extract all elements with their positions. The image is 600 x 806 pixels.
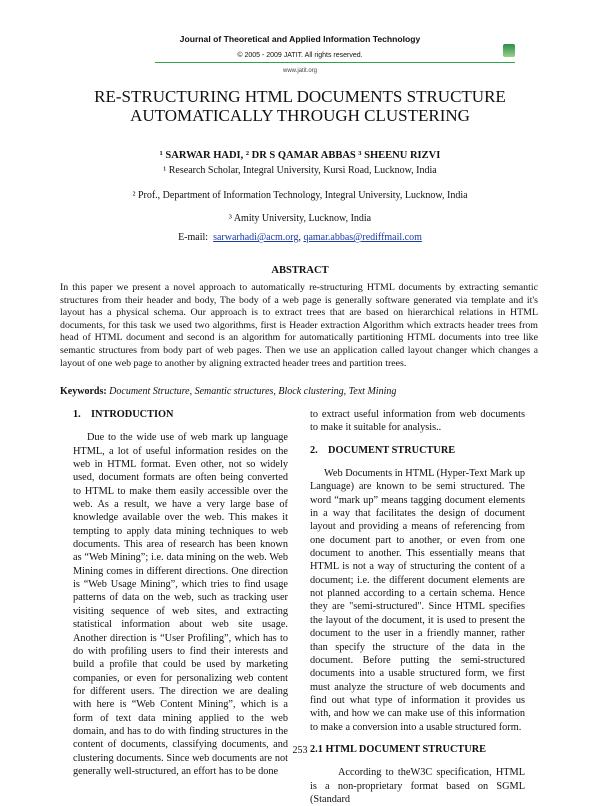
title-line: AUTOMATICALLY THROUGH CLUSTERING — [130, 106, 470, 125]
journal-name: Journal of Theoretical and Applied Information Technology — [179, 34, 421, 44]
email-link[interactable]: sarwarhadi@acm.org — [213, 232, 299, 243]
paragraph: According to theW3C specification, HTML is a non-proprietary format based on SGML (Standard — [310, 767, 525, 805]
affiliation: ³ Amity University, Lucknow, India — [228, 213, 372, 224]
abstract-text: In this paper we present a novel approach to automatically re-structuring HTML documents by extracting semantic structures from their header and body, The body of a web page is generally software generated via template and it's layout has a physical schema. Our approach is to extract trees that are based on hierarchical relations in HTML documents, for this task we used two algorithms, first is Header extraction Algorithm which extracts header trees from head of HTML document and second is an algorithm for automatically partitioning HTML documents into tree like semantic structures from body part of web pages. Then we use an application called layout changer which changes a layout of one web page to another by aligning extracted header trees and partition trees. — [60, 282, 538, 369]
copyright: © 2005 - 2009 JATIT. All rights reserved. — [237, 52, 363, 59]
title-line: RE-STRUCTURING HTML DOCUMENTS STRUCTURE — [94, 87, 506, 106]
keywords-label: Keywords: — [60, 386, 107, 397]
header-rule — [155, 62, 515, 63]
keywords-text: Document Structure, Semantic structures, Block clustering, Text Mining — [109, 386, 397, 397]
page-number: 253 — [292, 745, 308, 756]
email-label: E-mail: — [178, 232, 209, 243]
abstract-heading: ABSTRACT — [271, 265, 329, 276]
section-heading: 2.1 HTML DOCUMENT STRUCTURE — [310, 743, 487, 755]
section-heading: 2. DOCUMENT STRUCTURE — [310, 444, 456, 456]
authors: ¹ SARWAR HADI, ² DR S QAMAR ABBAS ³ SHEENU RIZVI — [159, 150, 441, 161]
affiliation: ² Prof., Department of Information Technology, Integral University, Lucknow, India — [132, 190, 468, 201]
email-line: E-mail: sarwarhadi@acm.org, qamar.abbas@rediffmail.com — [178, 232, 422, 243]
left-column — [73, 408, 288, 778]
section-heading: 1. INTRODUCTION — [73, 409, 174, 420]
keywords — [60, 386, 538, 397]
affiliation: ¹ Research Scholar, Integral University, Kursi Road, Lucknow, India — [163, 165, 437, 176]
paragraph: Due to the wide use of web mark up language HTML, a lot of useful information resides on the web in HTML format. Even other, not so widely used, document formats are often being converted to HTML to make them easily accessible over the web. As a result, we have a very large base of knowledge available over the web. This makes it tempting to apply data mining techniques to web documents. This area of research has been known as “Web Mining”; i.e. data mining on the web. Web Mining comes in different directions. One direction is “Web Usage Mining”, which tries to find usage patterns of data on the web, such as tracking user visiting sequence of web sites, and extracting statistical information about web site usage. Another direction is “User Profiling”, which has to do with profiling users to find their interests and build a profile that could be used by marketing companies, or even for personalizing web content for different users. The direction we are dealing with here is “Web Content Mining”, which is a form of text data mining applied to the web domain, and has to do with finding structures in the content of documents, classifying documents, and clustering documents. Since web documents are not generally well-structured, an effort has to be done — [73, 432, 288, 777]
email-link[interactable]: qamar.abbas@rediffmail.com — [303, 232, 422, 243]
paper-title — [0, 87, 600, 125]
paragraph: Web Documents in HTML (Hyper-Text Mark up Language) are known to be semi structured. The word “mark up” means tagging document elements in a way that facilitates the design of document layout and providing a means of referencing from one document part to another, or even from one document to another. This essentially means that HTML is not a way of structuring the content of a document; i.e. the different document elements are not planned according to a certain schema. Hence they are "semi-structured". Since HTML specifies the layout of the document, it is used to present the document to the user in a friendly manner, rather than specify the structure of the data in the document. Before putting the semi-structured documents into a usable structured form, we first must analyze the structure of web documents and find out what type of information it provides us with, and how we can make use of this information to make a conversion into a usable structured form. — [310, 468, 525, 733]
paragraph: to extract useful information from web documents to make it suitable for analysis.. — [310, 409, 525, 434]
journal-logo-icon — [503, 44, 515, 57]
journal-url[interactable]: www.jatit.org — [282, 68, 317, 74]
